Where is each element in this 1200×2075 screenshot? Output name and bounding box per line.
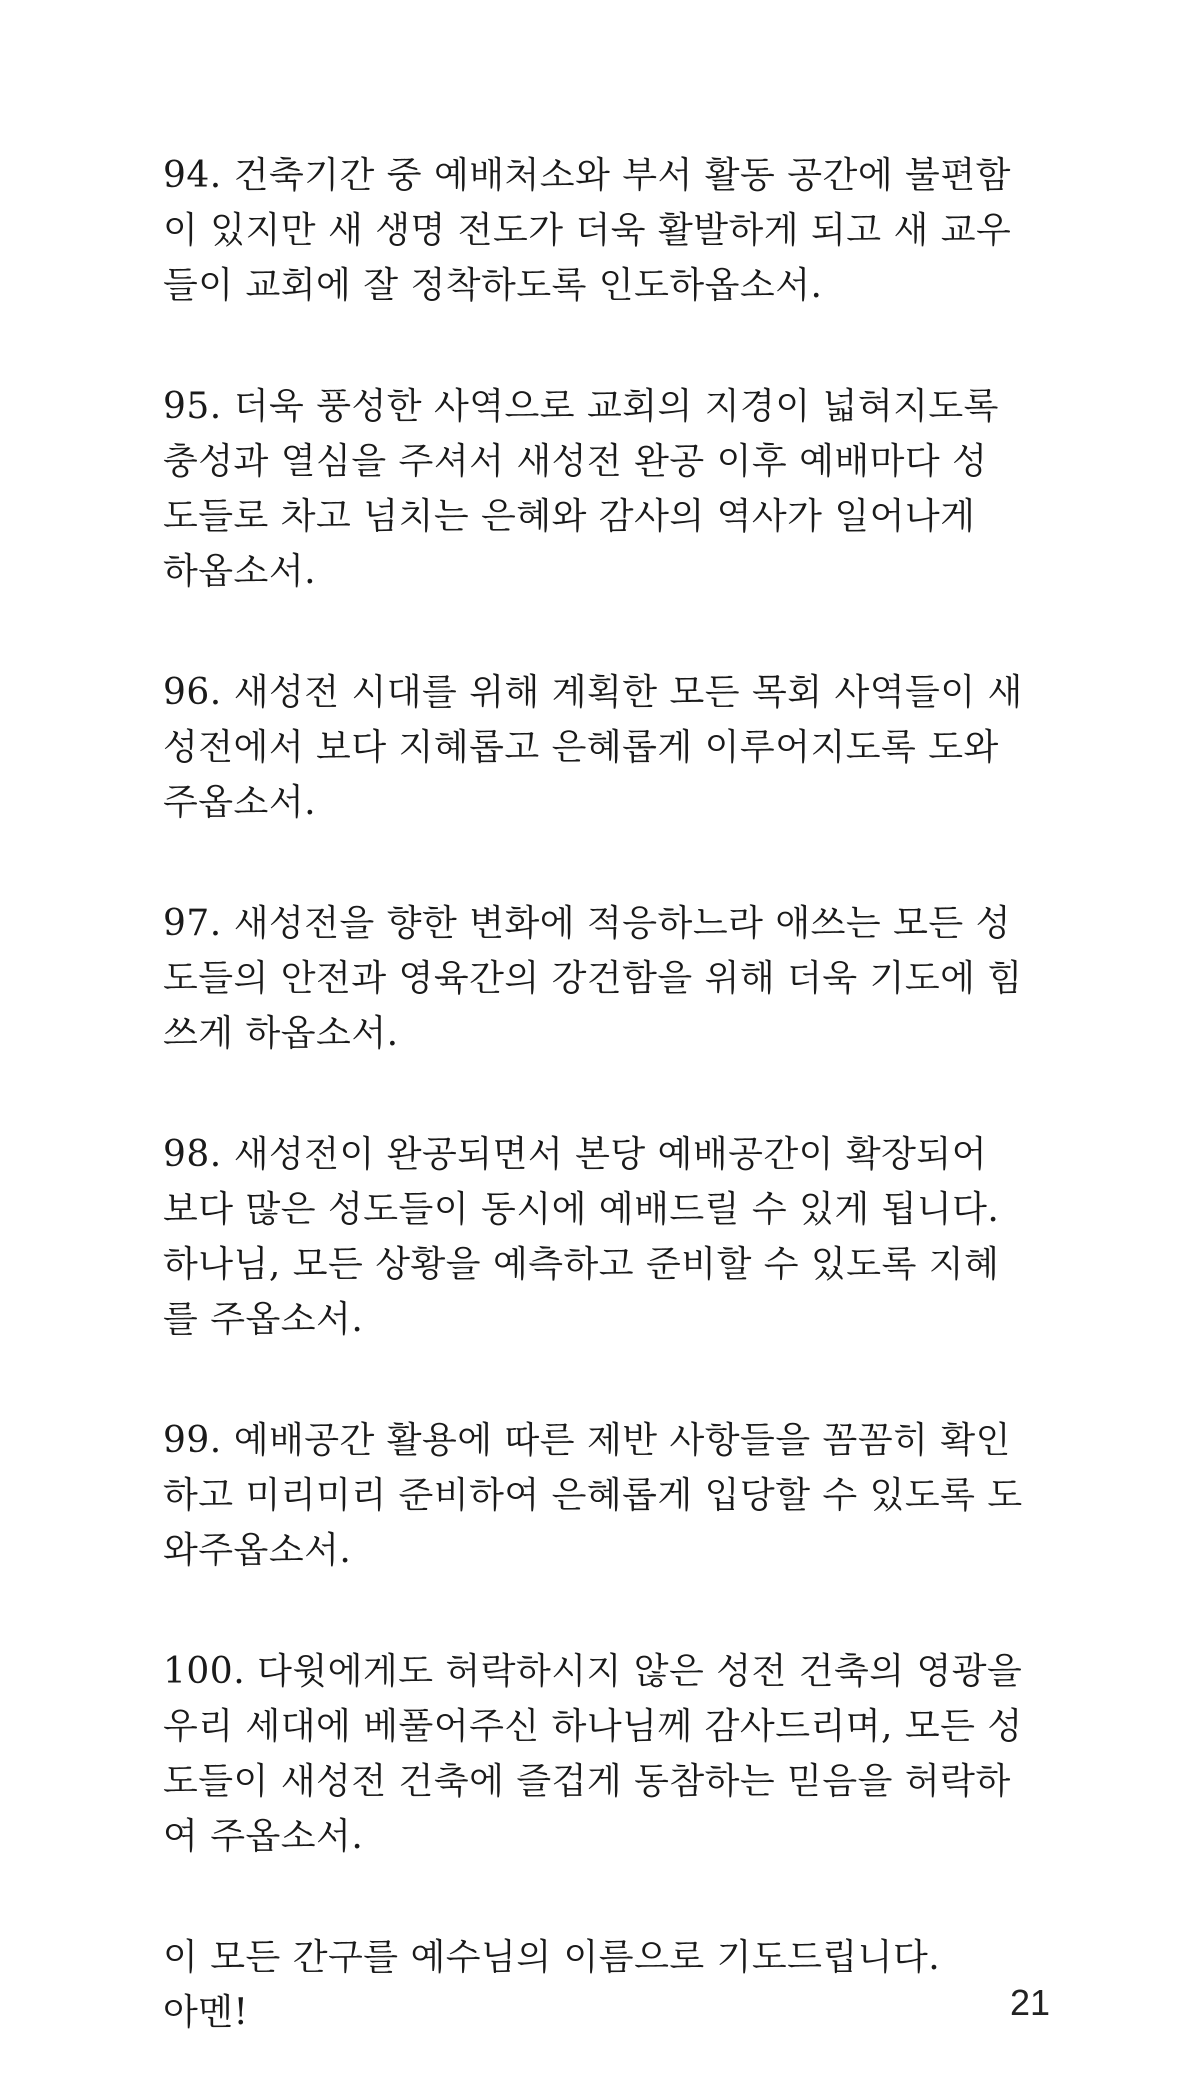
prayer-line: 94. 건축기간 중 예배처소와 부서 활동 공간에 불편함 [163,155,1011,196]
prayer-line: 하옵소서. [163,551,317,592]
prayer-line: 들이 교회에 잘 정착하도록 인도하옵소서. [163,265,823,306]
prayer-item-99 [163,1413,1043,1578]
prayer-line: 쓰게 하옵소서. [163,1013,399,1054]
prayer-line: 도들의 안전과 영육간의 강건함을 위해 더욱 기도에 힘 [163,958,1023,999]
prayer-line: 보다 많은 성도들이 동시에 예배드릴 수 있게 됩니다. [163,1189,1000,1230]
amen-line: 아멘! [163,1992,249,2033]
prayer-item-98 [163,1127,1043,1347]
prayer-line: 하고 미리미리 준비하여 은혜롭게 입당할 수 있도록 도 [163,1475,1023,1516]
prayer-line: 도들로 차고 넘치는 은혜와 감사의 역사가 일어나게 [163,496,976,537]
prayer-line: 이 있지만 새 생명 전도가 더욱 활발하게 되고 새 교우 [163,210,1012,251]
prayer-line: 성전에서 보다 지혜롭고 은혜롭게 이루어지도록 도와 [163,727,999,768]
closing-prayer [163,1930,1043,2040]
prayer-list [163,148,1043,2040]
prayer-line: 하나님, 모든 상황을 예측하고 준비할 수 있도록 지혜 [163,1244,1000,1285]
prayer-line: 도들이 새성전 건축에 즐겁게 동참하는 믿음을 허락하 [163,1761,1011,1802]
prayer-line: 와주옵소서. [163,1530,352,1571]
prayer-item-100 [163,1644,1043,1864]
prayer-item-97 [163,896,1043,1061]
prayer-line: 98. 새성전이 완공되면서 본당 예배공간이 확장되어 [163,1134,987,1175]
page-number: 21 [1009,1982,1050,2023]
prayer-item-95 [163,379,1043,599]
prayer-line: 주옵소서. [163,782,317,823]
prayer-line: 97. 새성전을 향한 변화에 적응하느라 애쓰는 모든 성 [163,903,1011,944]
prayer-line: 99. 예배공간 활용에 따른 제반 사항들을 꼼꼼히 확인 [163,1420,1011,1461]
prayer-item-94 [163,148,1043,313]
prayer-line: 100. 다윗에게도 허락하시지 않은 성전 건축의 영광을 [163,1651,1023,1692]
prayer-line: 96. 새성전 시대를 위해 계획한 모든 목회 사역들이 새 [163,672,1023,713]
prayer-item-96 [163,665,1043,830]
prayer-line: 충성과 열심을 주셔서 새성전 완공 이후 예배마다 성 [163,441,988,482]
prayer-line: 를 주옵소서. [163,1299,364,1340]
prayer-line: 여 주옵소서. [163,1816,364,1857]
closing-line: 이 모든 간구를 예수님의 이름으로 기도드립니다. [163,1937,941,1978]
prayer-line: 우리 세대에 베풀어주신 하나님께 감사드리며, 모든 성 [163,1706,1023,1747]
prayer-line: 95. 더욱 풍성한 사역으로 교회의 지경이 넓혀지도록 [163,386,999,427]
